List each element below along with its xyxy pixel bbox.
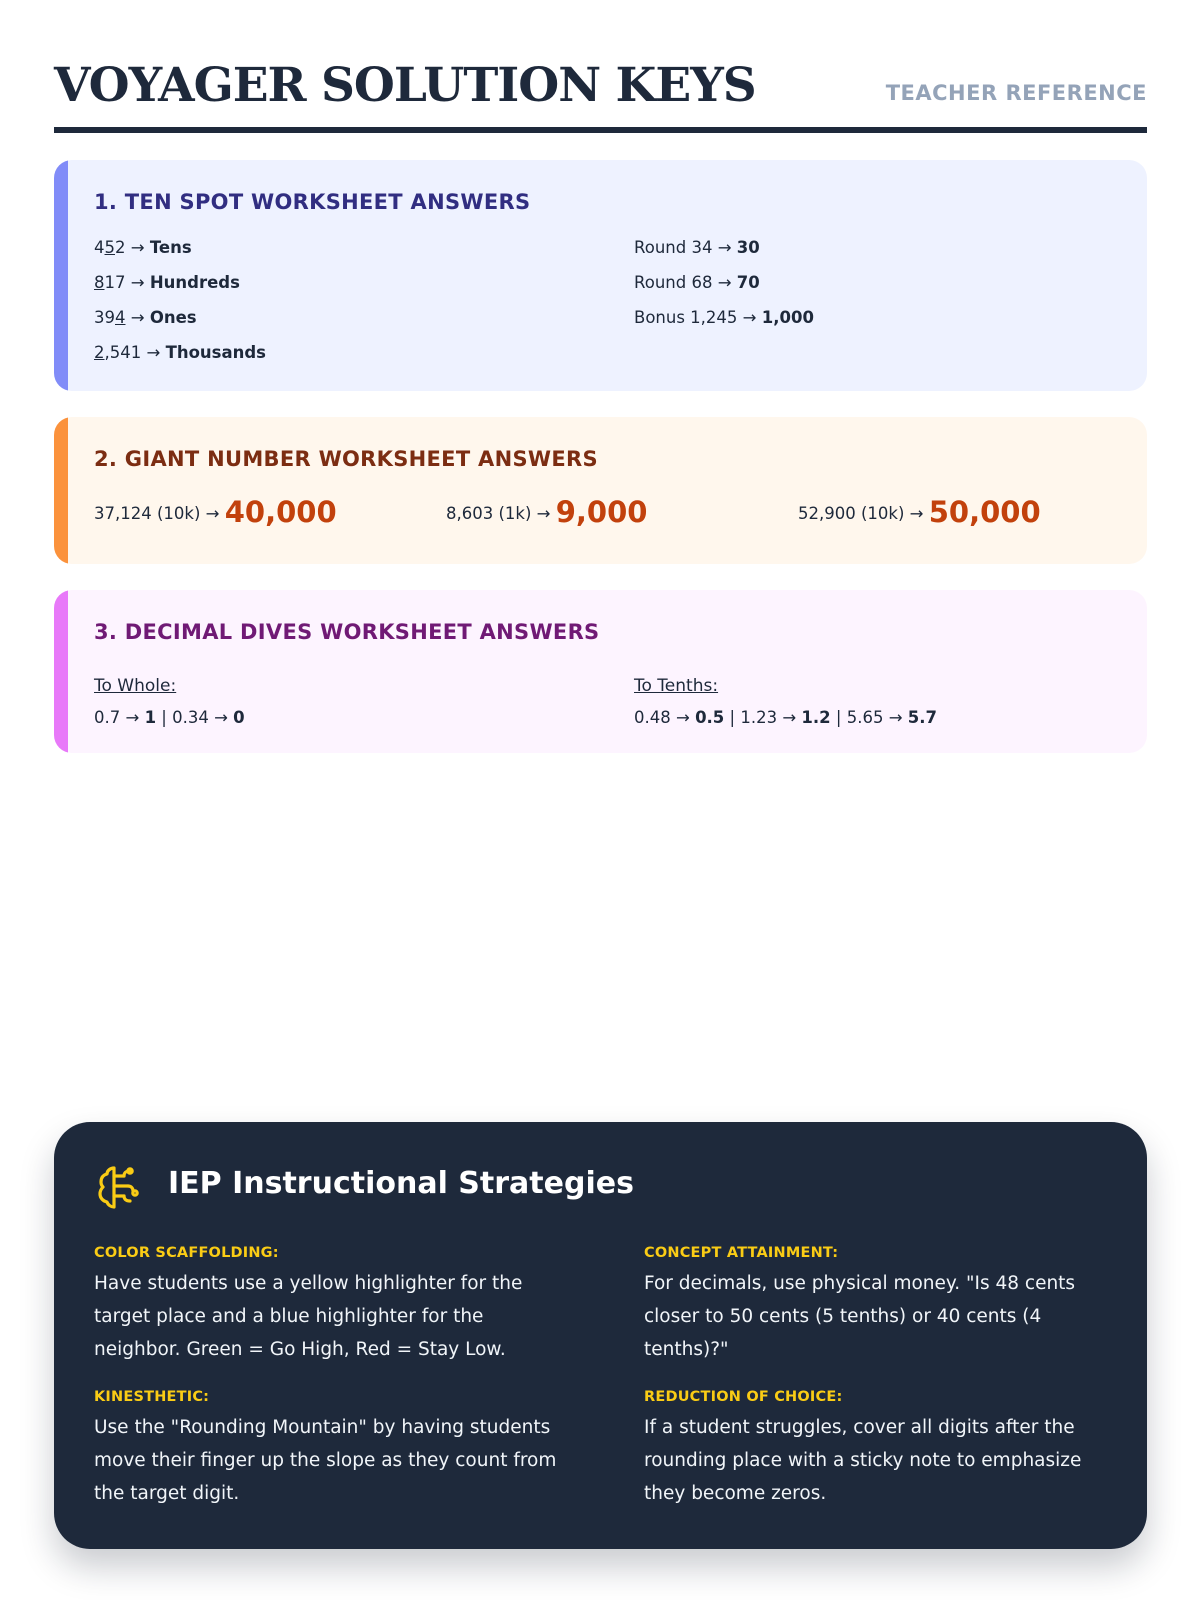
answer: 1	[144, 708, 157, 727]
strategy-text: For decimals, use physical money. "Is 48 cents closer to 50 cents (5 tenths) or 40 cents (4 tenths)?"	[644, 1273, 1076, 1360]
to-whole-answers	[94, 708, 245, 727]
answer: 1.2	[801, 708, 831, 727]
answer: 30	[736, 238, 760, 257]
answer: 1,000	[761, 308, 814, 327]
decimal-dives-heading: 3. DECIMAL DIVES WORKSHEET ANSWERS	[94, 620, 600, 644]
answer: 5.7	[907, 708, 938, 727]
number-suffix: ,541	[104, 343, 142, 362]
card-accent-stripe	[54, 417, 68, 564]
strategy-kinesthetic	[94, 1389, 574, 1510]
answer: 0.5	[695, 708, 725, 727]
card-accent-stripe	[54, 590, 68, 753]
prompt: 1.23 →	[740, 708, 802, 727]
strategy-label: KINESTHETIC:	[94, 1389, 210, 1405]
place-value-answer	[94, 273, 240, 292]
number-suffix: 17	[104, 273, 126, 292]
prompt: Round 34 →	[634, 238, 737, 257]
arrow: →	[125, 238, 150, 257]
decimal-dives-card	[54, 590, 1147, 753]
prompt: 52,900 (10k) →	[798, 504, 929, 523]
answer: 50,000	[928, 495, 1041, 529]
answer: 0	[233, 708, 245, 727]
prompt: 8,603 (1k) →	[446, 504, 556, 523]
arrow: →	[125, 273, 150, 292]
number-suffix: 2	[115, 238, 126, 257]
answer: Hundreds	[149, 273, 240, 292]
page-title: VOYAGER SOLUTION KEYS	[54, 58, 756, 113]
number-prefix: 4	[94, 238, 105, 257]
to-whole-label: To Whole:	[94, 676, 177, 696]
prompt: Round 68 →	[634, 273, 737, 292]
target-digit: 8	[94, 273, 105, 292]
giant-answer	[94, 495, 337, 529]
page-subtitle: TEACHER REFERENCE	[885, 81, 1147, 105]
strategies-title: IEP Instructional Strategies	[168, 1166, 634, 1201]
ten-spot-card	[54, 160, 1147, 391]
strategy-label: REDUCTION OF CHOICE:	[644, 1389, 843, 1405]
strategy-concept-attainment	[644, 1245, 1124, 1366]
brain-icon	[94, 1162, 144, 1212]
header-rule	[54, 127, 1147, 133]
arrow: →	[141, 343, 166, 362]
place-value-answer	[94, 343, 266, 362]
to-tenths-label: To Tenths:	[634, 676, 719, 696]
target-digit: 4	[115, 308, 126, 327]
number-prefix: 39	[94, 308, 115, 327]
card-accent-stripe	[54, 160, 68, 391]
strategy-text: Have students use a yellow highlighter for the target place and a blue highlighter for the neighbor. Green = Go High, Red = Stay Low.	[94, 1273, 523, 1360]
giant-number-heading: 2. GIANT NUMBER WORKSHEET ANSWERS	[94, 447, 598, 471]
separator: |	[830, 708, 847, 727]
rounding-answer	[634, 273, 760, 292]
giant-answer	[798, 495, 1041, 529]
prompt: 37,124 (10k) →	[94, 504, 225, 523]
answer: Tens	[149, 238, 192, 257]
answer: 70	[736, 273, 760, 292]
rounding-answer	[634, 308, 814, 327]
place-value-answer	[94, 308, 197, 327]
strategy-label: COLOR SCAFFOLDING:	[94, 1245, 279, 1261]
target-digit: 2	[94, 343, 105, 362]
place-value-answer	[94, 238, 192, 257]
separator: |	[156, 708, 173, 727]
arrow: →	[125, 308, 150, 327]
prompt: 0.34 →	[172, 708, 234, 727]
strategy-color-scaffolding	[94, 1245, 574, 1366]
target-digit: 5	[104, 238, 115, 257]
giant-number-card	[54, 417, 1147, 564]
answer: Ones	[149, 308, 197, 327]
prompt: Bonus 1,245 →	[634, 308, 762, 327]
strategy-reduction-of-choice	[644, 1389, 1124, 1510]
prompt: 5.65 →	[846, 708, 908, 727]
separator: |	[724, 708, 741, 727]
iep-strategies-panel	[54, 1122, 1147, 1549]
rounding-answer	[634, 238, 760, 257]
prompt: 0.7 →	[94, 708, 145, 727]
giant-answer	[446, 495, 647, 529]
strategy-label: CONCEPT ATTAINMENT:	[644, 1245, 839, 1261]
header	[54, 55, 1147, 135]
ten-spot-heading: 1. TEN SPOT WORKSHEET ANSWERS	[94, 190, 531, 214]
answer: 40,000	[224, 495, 337, 529]
prompt: 0.48 →	[634, 708, 696, 727]
to-tenths-answers	[634, 708, 937, 727]
answer: Thousands	[165, 343, 266, 362]
answer: 9,000	[555, 495, 648, 529]
strategy-text: If a student struggles, cover all digits after the rounding place with a sticky note to emphasize they become zeros.	[644, 1417, 1082, 1504]
strategy-text: Use the "Rounding Mountain" by having students move their finger up the slope as they count from the target digit.	[94, 1417, 557, 1504]
